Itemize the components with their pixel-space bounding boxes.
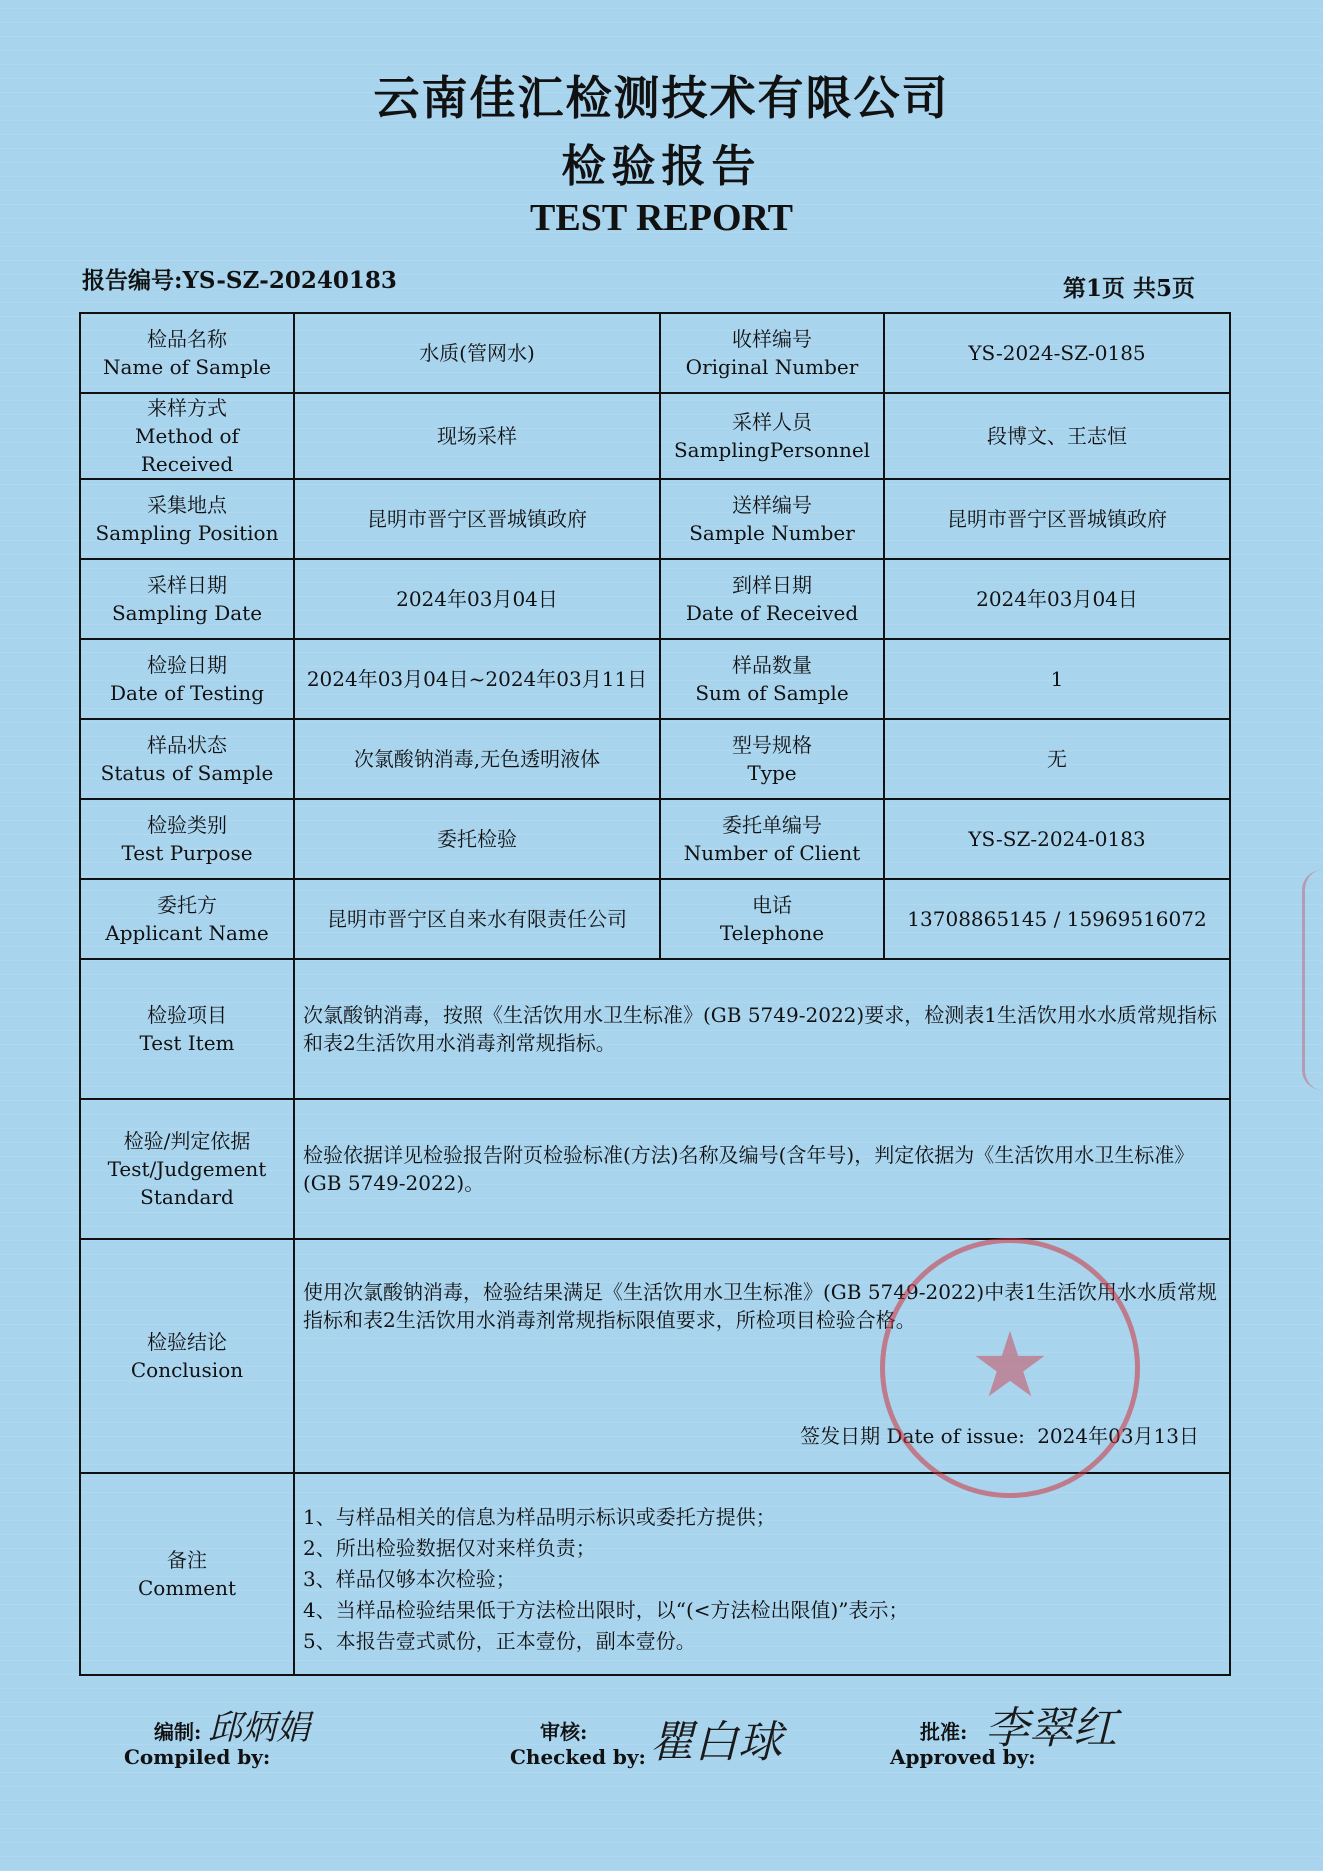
field-value: 2024年03月04日~2024年03月11日 (294, 639, 660, 719)
report-title-cn: 检验报告 (561, 141, 762, 192)
approved-by: 批准: Approved by: (890, 1720, 1036, 1769)
field-value: 水质(管网水) (294, 313, 660, 393)
checked-by: 审核: Checked by: (510, 1720, 646, 1769)
field-value: 现场采样 (294, 393, 660, 479)
field-row (80, 719, 1230, 799)
field-label: 样品数量 Sum of Sample (660, 639, 884, 719)
field-label: 送样编号 Sample Number (660, 479, 884, 559)
field-row (80, 879, 1230, 959)
issue-date-value: 2024年03月13日 (1037, 1424, 1199, 1448)
report-number: 报告编号:YS-SZ-20240183 (82, 267, 397, 294)
field-label: 采集地点 Sampling Position (80, 479, 294, 559)
compiled-signature: 邱炳娟 (208, 1708, 310, 1748)
conclusion-row (80, 1239, 1230, 1473)
field-label: 型号规格 Type (660, 719, 884, 799)
comment-item: 5、本报告壹式贰份，正本壹份，副本壹份。 (303, 1628, 696, 1653)
test-item-label: 检验项目 Test Item (80, 959, 294, 1099)
conclusion-text: 使用次氯酸钠消毒，检验结果满足《生活饮用水卫生标准》(GB 5749-2022)中表1生活饮用水水质常规指标和表2生活饮用水消毒剂常规指标限值要求，所检项目检验合格。 (303, 1280, 1217, 1332)
comment-list (303, 1492, 1221, 1657)
field-label: 检验日期 Date of Testing (80, 639, 294, 719)
page-number: 第1页 共5页 (1062, 275, 1195, 302)
field-label: 委托单编号 Number of Client (660, 799, 884, 879)
field-label: 样品状态 Status of Sample (80, 719, 294, 799)
field-row (80, 799, 1230, 879)
issue-date-line (794, 1422, 1199, 1450)
edge-stamp-mark (1302, 870, 1323, 1090)
field-label: 电话 Telephone (660, 879, 884, 959)
field-row (80, 393, 1230, 479)
judgement-row (80, 1099, 1230, 1239)
field-value: 昆明市晋宁区晋城镇政府 (884, 479, 1230, 559)
field-value: YS-2024-SZ-0185 (884, 313, 1230, 393)
judgement-label: 检验/判定依据 Test/Judgement Standard (80, 1099, 294, 1239)
report-title-en: TEST REPORT (530, 197, 793, 239)
field-value: 2024年03月04日 (294, 559, 660, 639)
field-row (80, 479, 1230, 559)
field-row (80, 559, 1230, 639)
field-value: 次氯酸钠消毒,无色透明液体 (294, 719, 660, 799)
seal-star-icon: ★ (969, 1313, 1051, 1418)
comment-label: 备注 Comment (80, 1473, 294, 1675)
comment-item: 3、样品仅够本次检验； (303, 1566, 516, 1591)
test-item-text: 次氯酸钠消毒，按照《生活饮用水卫生标准》(GB 5749-2022)要求，检测表1生活饮用水水质常规指标和表2生活饮用水消毒剂常规指标。 (294, 959, 1230, 1099)
field-value: 段博文、王志恒 (884, 393, 1230, 479)
conclusion-cell (294, 1239, 1230, 1473)
field-label: 检验类别 Test Purpose (80, 799, 294, 879)
field-value: 无 (884, 719, 1230, 799)
test-item-row (80, 959, 1230, 1099)
comment-item: 2、所出检验数据仅对来样负责； (303, 1535, 596, 1560)
field-label: 收样编号 Original Number (660, 313, 884, 393)
field-value: 昆明市晋宁区晋城镇政府 (294, 479, 660, 559)
conclusion-label: 检验结论 Conclusion (80, 1239, 294, 1473)
field-label: 采样人员 SamplingPersonnel (660, 393, 884, 479)
judgement-text: 检验依据详见检验报告附页检验标准(方法)名称及编号(含年号)，判定依据为《生活饮用水卫生标准》(GB 5749-2022)。 (294, 1099, 1230, 1239)
field-value: 昆明市晋宁区自来水有限责任公司 (294, 879, 660, 959)
comment-item: 1、与样品相关的信息为样品明示标识或委托方提供； (303, 1504, 776, 1529)
field-label: 来样方式 Method of Received (80, 393, 294, 479)
compiled-by: 编制: Compiled by: (124, 1720, 271, 1769)
report-table (79, 312, 1231, 1676)
field-label: 检品名称 Name of Sample (80, 313, 294, 393)
field-value: 13708865145 / 15969516072 (884, 879, 1230, 959)
approved-signature: 李翠红 (985, 1703, 1117, 1754)
field-label: 采样日期 Sampling Date (80, 559, 294, 639)
field-value: YS-SZ-2024-0183 (884, 799, 1230, 879)
field-value: 委托检验 (294, 799, 660, 879)
signature-block (0, 1700, 1323, 1820)
field-value: 1 (884, 639, 1230, 719)
field-value: 2024年03月04日 (884, 559, 1230, 639)
comment-row (80, 1473, 1230, 1675)
comment-item: 4、当样品检验结果低于方法检出限时，以“(<方法检出限值)”表示； (303, 1597, 909, 1622)
checked-signature: 瞿白球 (650, 1717, 782, 1768)
comment-cell (294, 1473, 1230, 1675)
field-label: 委托方 Applicant Name (80, 879, 294, 959)
field-row (80, 639, 1230, 719)
company-name: 云南佳汇检测技术有限公司 (373, 71, 950, 125)
issue-date-label: 签发日期 Date of issue: (800, 1424, 1025, 1448)
field-label: 到样日期 Date of Received (660, 559, 884, 639)
field-row (80, 313, 1230, 393)
